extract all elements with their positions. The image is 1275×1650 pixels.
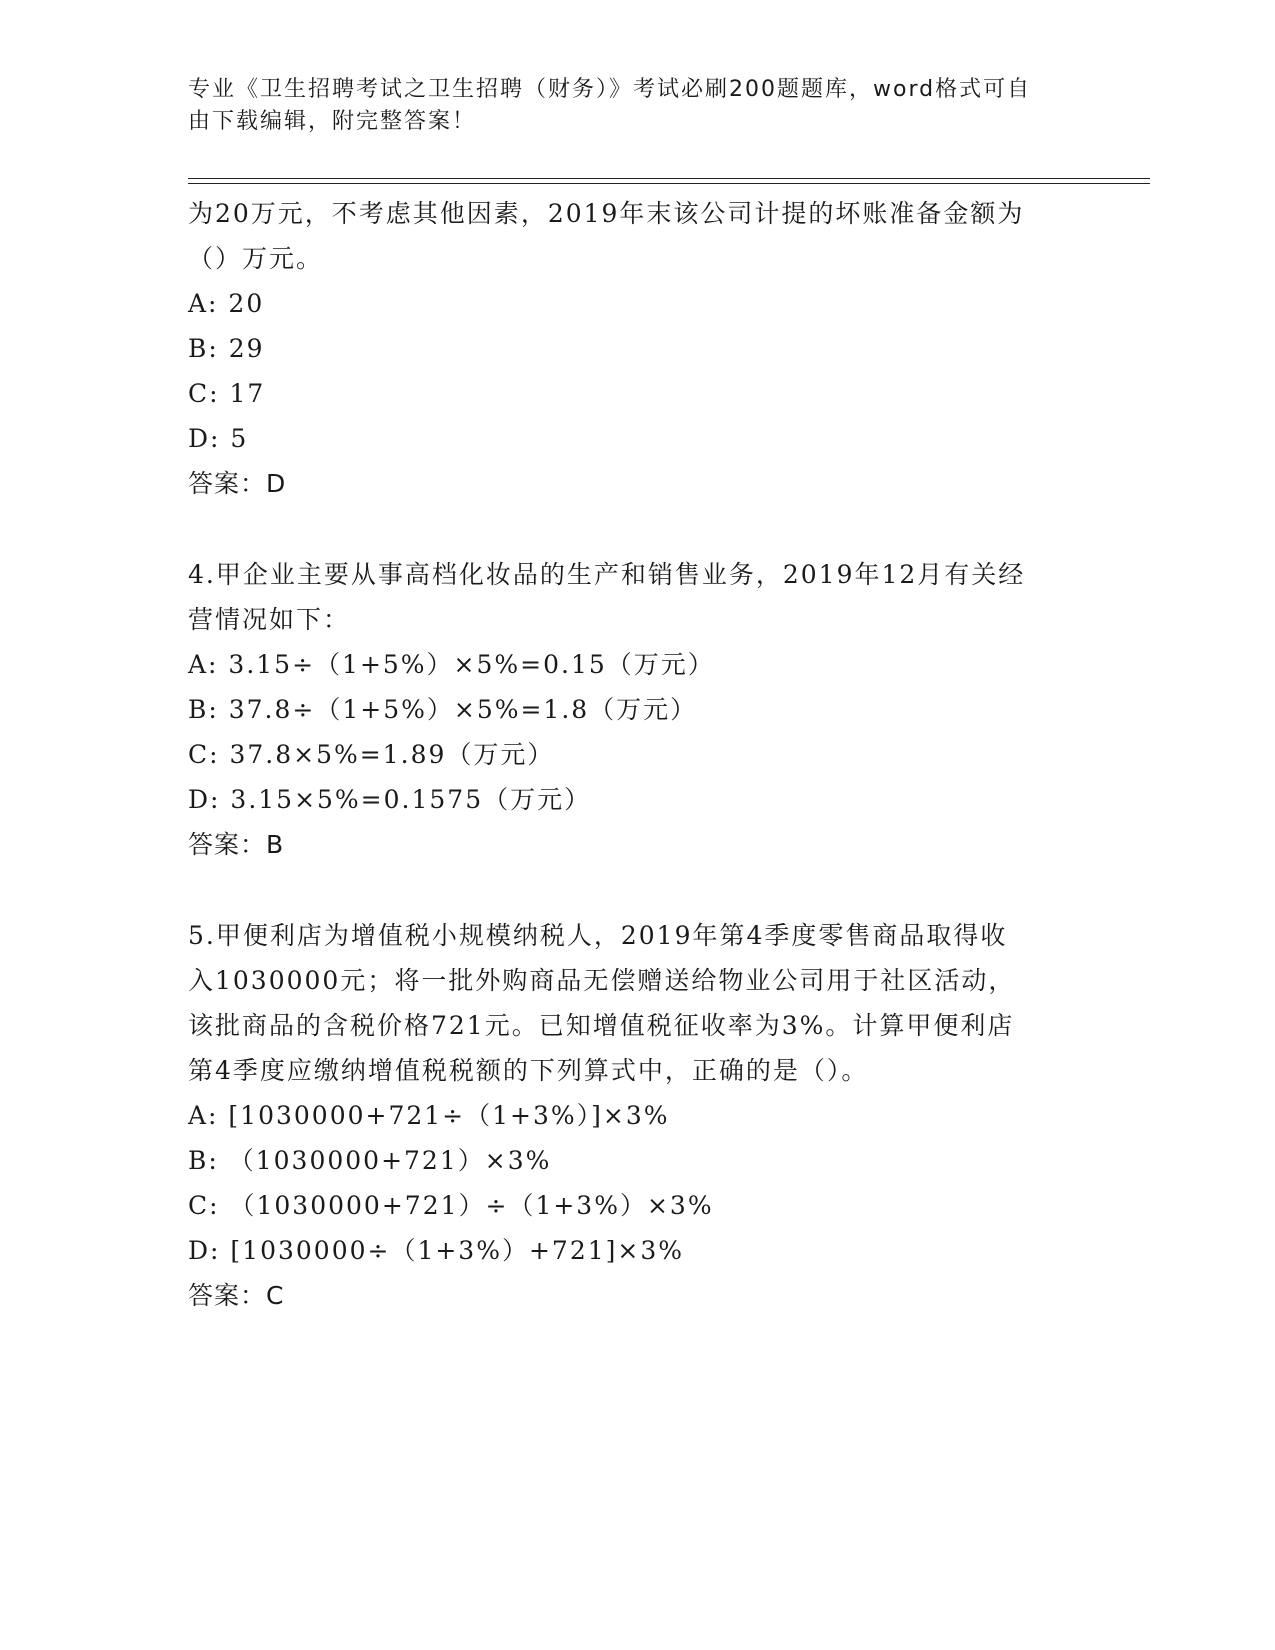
- option-a: A: 3.15÷（1+5%）×5%=0.15（万元）: [188, 650, 715, 679]
- header-line-2: 由下载编辑，附完整答案！: [188, 109, 477, 134]
- option-c: C: 37.8×5%=1.89（万元）: [188, 740, 555, 769]
- header-rule-top: [188, 178, 1150, 179]
- option-b: B: 37.8÷（1+5%）×5%=1.8（万元）: [188, 695, 698, 724]
- option-b: B: （1030000+721）×3%: [188, 1146, 552, 1175]
- header-line-1: 专业《卫生招聘考试之卫生招聘（财务）》考试必刷200题题库，word格式可自: [188, 77, 1032, 102]
- document-header: [188, 74, 1068, 138]
- option-c: C: 17: [188, 379, 266, 408]
- option-d: D: 5: [188, 424, 249, 453]
- answer-line: 答案：C: [188, 1281, 285, 1310]
- option-b: B: 29: [188, 334, 265, 363]
- option-a: A: [1030000+721÷（1+3%）]×3%: [188, 1101, 670, 1130]
- question-stem-line: 该批商品的含税价格721元。已知增值税征收率为3%。计算甲便利店: [188, 1011, 1015, 1040]
- question-stem-line: 5.甲便利店为增值税小规模纳税人，2019年第4季度零售商品取得收: [188, 921, 1008, 950]
- question-stem-line: 营情况如下：: [188, 605, 351, 634]
- question-5: [188, 913, 1088, 1318]
- question-stem-line: 为20万元，不考虑其他因素，2019年末该公司计提的坏账准备金额为: [188, 199, 1025, 228]
- question-stem-line: 入1030000元；将一批外购商品无偿赠送给物业公司用于社区活动，: [188, 966, 1016, 995]
- answer-line: 答案：B: [188, 830, 285, 859]
- question-4: [188, 552, 1088, 867]
- question-stem-line: 4.甲企业主要从事高档化妆品的生产和销售业务，2019年12月有关经: [188, 560, 1026, 589]
- answer-line: 答案：D: [188, 469, 287, 498]
- question-stem-line: （）万元。: [188, 244, 324, 273]
- question-stem-line: 第4季度应缴纳增值税税额的下列算式中，正确的是（）。: [188, 1056, 869, 1085]
- question-list: [188, 191, 1088, 1364]
- option-d: D: 3.15×5%=0.1575（万元）: [188, 785, 592, 814]
- header-rule-bottom: [188, 183, 1150, 184]
- option-a: A: 20: [188, 289, 265, 318]
- option-c: C: （1030000+721）÷（1+3%）×3%: [188, 1191, 714, 1220]
- option-d: D: [1030000÷（1+3%）+721]×3%: [188, 1236, 684, 1265]
- question-3: [188, 191, 1088, 506]
